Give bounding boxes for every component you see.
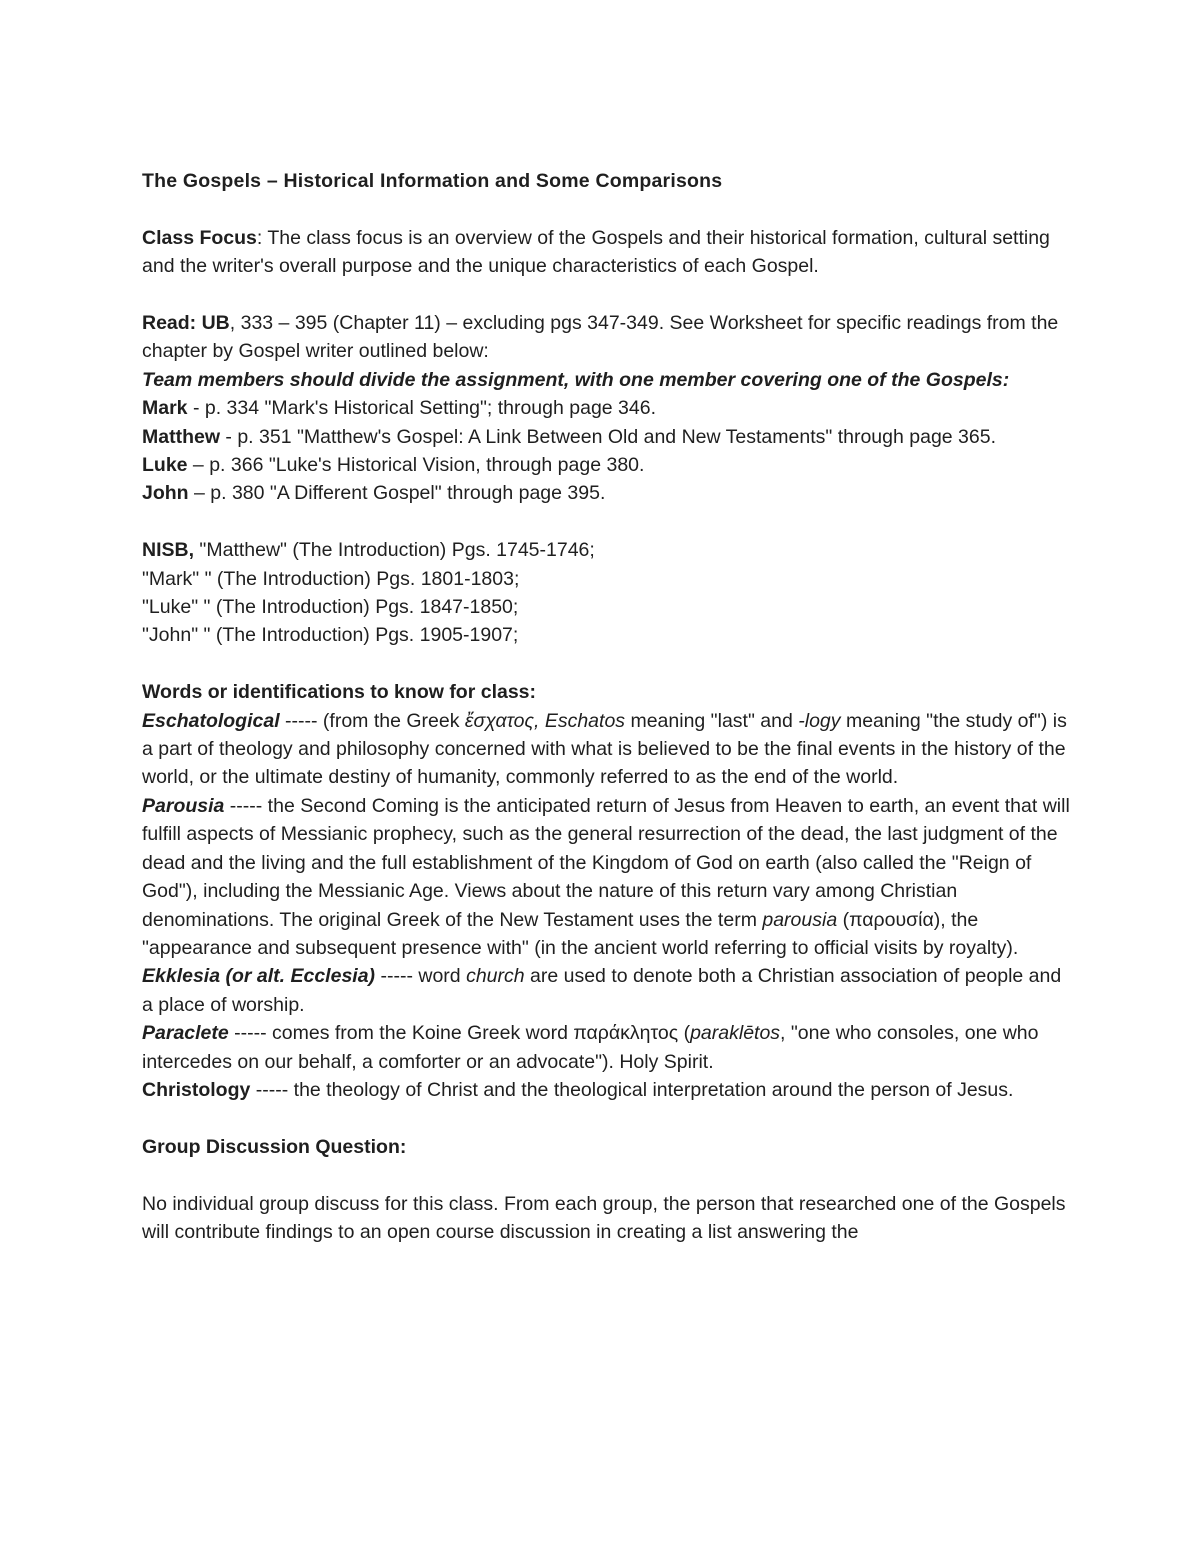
gospel-name: Mark <box>142 397 188 420</box>
spacer <box>142 1161 1072 1189</box>
reading-matthew <box>142 423 1072 451</box>
italic-word: parousia <box>762 908 838 931</box>
term-text: are used to denote both a Christian association of people and a place of worship. <box>142 965 1062 1016</box>
term-paraclete <box>142 1019 1072 1076</box>
term-text: ----- the theology of Christ and the theological interpretation around the person of Jesus. <box>250 1078 1014 1101</box>
term-label: Christology <box>142 1078 251 1101</box>
page-title: The Gospels – Historical Information and Some Comparisons <box>142 170 723 192</box>
gospel-name: Luke <box>142 454 188 477</box>
spacer <box>142 195 1072 223</box>
reading-text: - p. 334 "Mark's Historical Setting"; through page 346. <box>187 397 657 420</box>
group-text: No individual group discuss for this class. From each group, the person that researched one of the Gospels will contribute findings to an open course discussion in creating a list answering the <box>142 1192 1066 1243</box>
term-text: (παρουσία), the "appearance and subsequent presence with" (in the ancient world referring to official visits by royalty). <box>142 908 1019 959</box>
nisb-line-john: "John" " (The Introduction) Pgs. 1905-1907; <box>142 624 519 647</box>
spacer <box>142 508 1072 536</box>
greek-word: ἔσχατος, Eschatos <box>464 709 626 732</box>
gospel-name: Matthew <box>142 425 220 448</box>
term-ekklesia <box>142 962 1072 1019</box>
term-text: ----- (from the Greek <box>279 709 465 732</box>
document-body <box>142 167 1072 1246</box>
term-text: ----- word <box>375 965 467 988</box>
read-text: , 333 – 395 (Chapter 11) – excluding pgs 347-349. See Worksheet for specific readings from the chapter by Gospel writer outlined below: <box>142 312 1059 363</box>
spacer <box>142 1104 1072 1132</box>
nisb-line-luke: "Luke" " (The Introduction) Pgs. 1847-1850; <box>142 596 519 619</box>
reading-text: – p. 366 "Luke's Historical Vision, through page 380. <box>187 454 645 477</box>
term-parousia <box>142 792 1072 962</box>
term-text: meaning "last" and <box>625 709 799 732</box>
group-heading: Group Discussion Question: <box>142 1135 407 1158</box>
term-label: Paraclete <box>142 1022 229 1045</box>
nisb-text: "Matthew" (The Introduction) Pgs. 1745-1746; <box>194 539 595 562</box>
nisb-line-mark: "Mark" " (The Introduction) Pgs. 1801-1803; <box>142 567 520 590</box>
term-text: ----- the Second Coming is the anticipated return of Jesus from Heaven to earth, an event that will fulfill aspects of Messianic prophecy, such as the general resurrection of the dead, the last judgment of the dead and the living and the full establishment of the Kingdom of God on earth (also called the "Reign of God"), including the Messianic Age. Views about the nature of this return vary among Christian denominations. The original Greek of the New Testament uses the term <box>142 794 1070 931</box>
class-focus-text: : The class focus is an overview of the Gospels and their historical formation, cultural setting and the writer's overall purpose and the unique characteristics of each Gospel. <box>142 226 1050 278</box>
read-paragraph <box>142 309 1072 366</box>
term-christology <box>142 1076 1072 1104</box>
nisb-label: NISB, <box>142 539 195 562</box>
term-label: Parousia <box>142 794 225 817</box>
words-heading: Words or identifications to know for class: <box>142 681 537 704</box>
term-label: Ekklesia (or alt. Ecclesia) <box>142 965 376 988</box>
team-note: Team members should divide the assignment, with one member covering one of the Gospels: <box>142 368 1010 391</box>
term-text: ----- comes from the Koine Greek word παράκλητος ( <box>228 1022 691 1045</box>
italic-word: church <box>466 965 525 988</box>
reading-text: – p. 380 "A Different Gospel" through page 395. <box>188 482 606 505</box>
term-text: , "one who consoles, one who intercedes on our behalf, a comforter or an advocate"). Holy Spirit. <box>142 1022 1039 1073</box>
read-label: Read: UB <box>142 312 230 334</box>
spacer <box>142 281 1072 309</box>
italic-word: paraklētos <box>690 1022 781 1045</box>
reading-text: - p. 351 "Matthew's Gospel: A Link Between Old and New Testaments" through page 365. <box>220 425 997 448</box>
spacer <box>142 650 1072 678</box>
logy-word: -logy <box>798 709 841 732</box>
class-focus-paragraph <box>142 224 1072 281</box>
class-focus-label: Class Focus <box>142 226 257 249</box>
reading-mark <box>142 394 1072 422</box>
reading-luke <box>142 451 1072 479</box>
term-text: meaning "the study of") is a part of theology and philosophy concerned with what is believed to be the final events in the history of the world, or the ultimate destiny of humanity, commonly referred to as the end of the world. <box>142 709 1067 789</box>
gospel-name: John <box>142 482 189 505</box>
term-eschatological <box>142 707 1072 792</box>
term-label: Eschatological <box>142 709 280 732</box>
reading-john <box>142 479 1072 507</box>
nisb-line-matthew <box>142 536 1072 564</box>
